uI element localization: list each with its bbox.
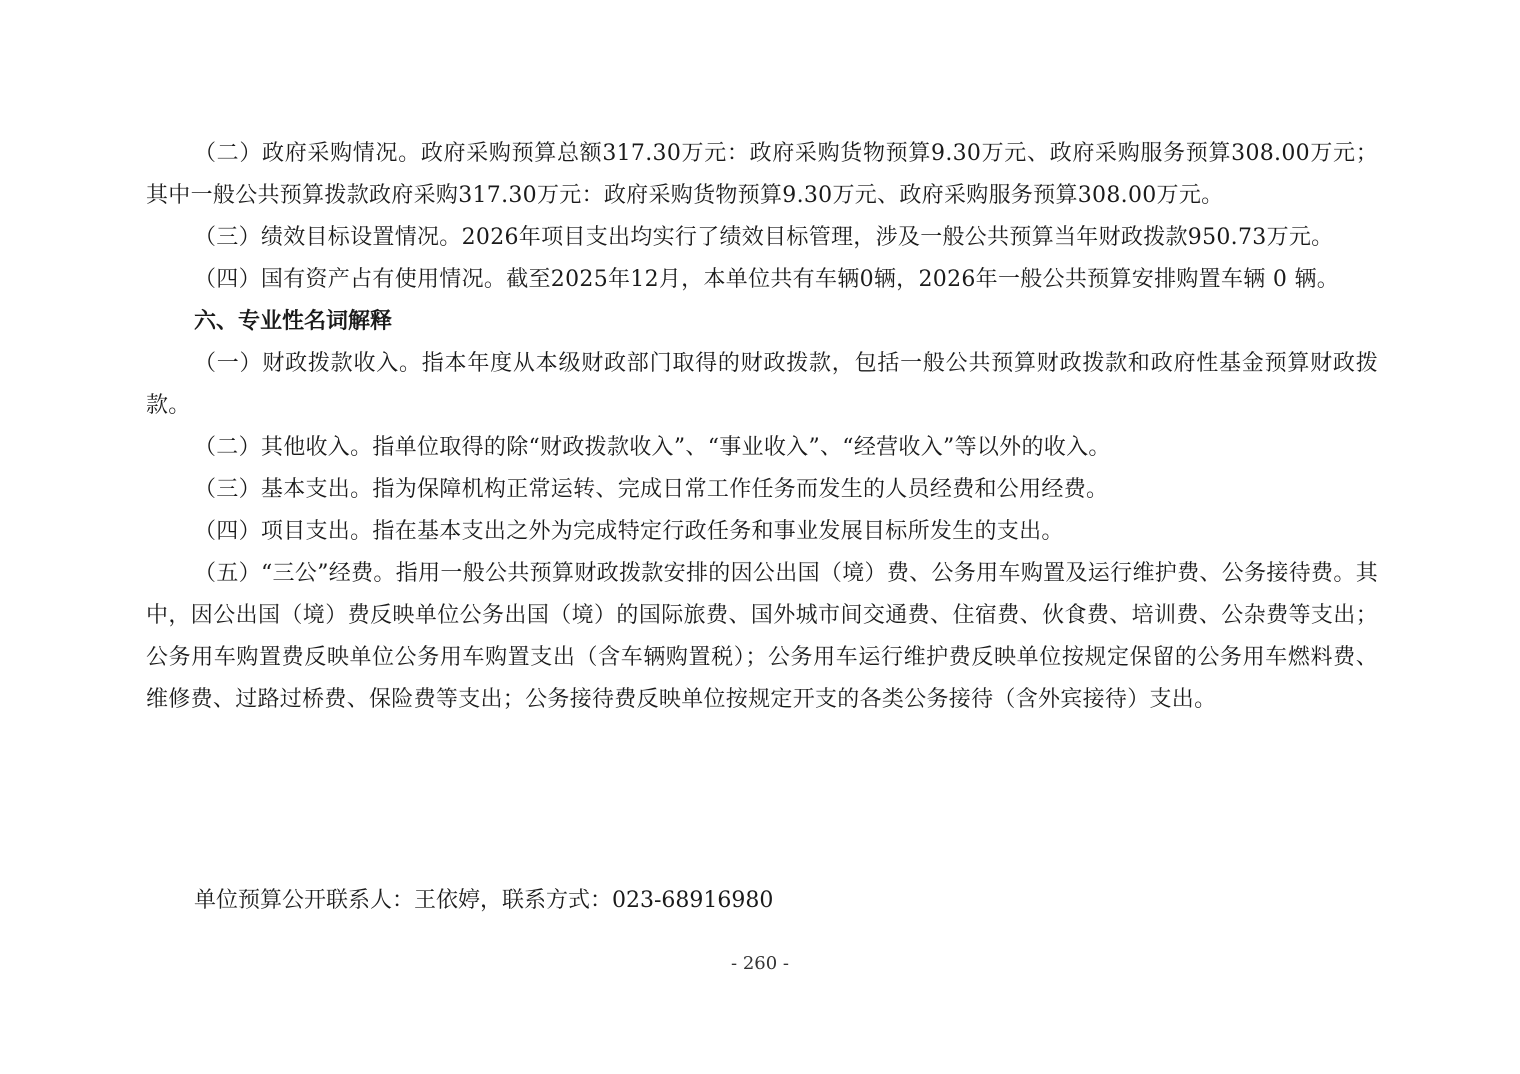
page-number: - 260 - — [731, 953, 789, 974]
paragraph-basic-expenditure: （三）基本支出。指为保障机构正常运转、完成日常工作任务而发生的人员经费和公用经费。 — [194, 477, 1109, 502]
paragraph-performance-targets: （三）绩效目标设置情况。2026年项目支出均实行了绩效目标管理，涉及一般公共预算当年财政拨款950.73万元。 — [194, 225, 1334, 250]
contact-line: 单位预算公开联系人：王依婷，联系方式：023-68916980 — [194, 888, 774, 913]
paragraph-government-procurement: （二）政府采购情况。政府采购预算总额317.30万元：政府采购货物预算9.30万元、政府采购服务预算308.00万元；其中一般公共预算拨款政府采购317.30万元：政府采购货物预算9.30万元、政府采购服务预算308.00万元。 — [146, 141, 1378, 208]
paragraph-project-expenditure: （四）项目支出。指在基本支出之外为完成特定行政任务和事业发展目标所发生的支出。 — [194, 519, 1064, 544]
section-heading-terms: 六、专业性名词解释 — [194, 309, 393, 334]
paragraph-three-public-expenses: （五）“三公”经费。指用一般公共预算财政拨款安排的因公出国（境）费、公务用车购置及运行维护费、公务接待费。其中，因公出国（境）费反映单位公务出国（境）的国际旅费、国外城市间交通费、住宿费、伙食费、培训费、公杂费等支出；公务用车购置费反映单位公务用车购置支出（含车辆购置税）；公务用车运行维护费反映单位按规定保留的公务用车燃料费、维修费、过路过桥费、保险费等支出；公务接待费反映单位按规定开支的各类公务接待（含外宾接待）支出。 — [146, 561, 1378, 712]
body-text — [146, 133, 1378, 721]
paragraph-state-assets: （四）国有资产占有使用情况。截至2025年12月，本单位共有车辆0辆，2026年一般公共预算安排购置车辆 0 辆。 — [194, 267, 1340, 292]
paragraph-other-income: （二）其他收入。指单位取得的除“财政拨款收入”、“事业收入”、“经营收入”等以外的收入。 — [194, 435, 1111, 460]
paragraph-fiscal-appropriation-income: （一）财政拨款收入。指本年度从本级财政部门取得的财政拨款，包括一般公共预算财政拨款和政府性基金预算财政拨款。 — [146, 351, 1378, 418]
